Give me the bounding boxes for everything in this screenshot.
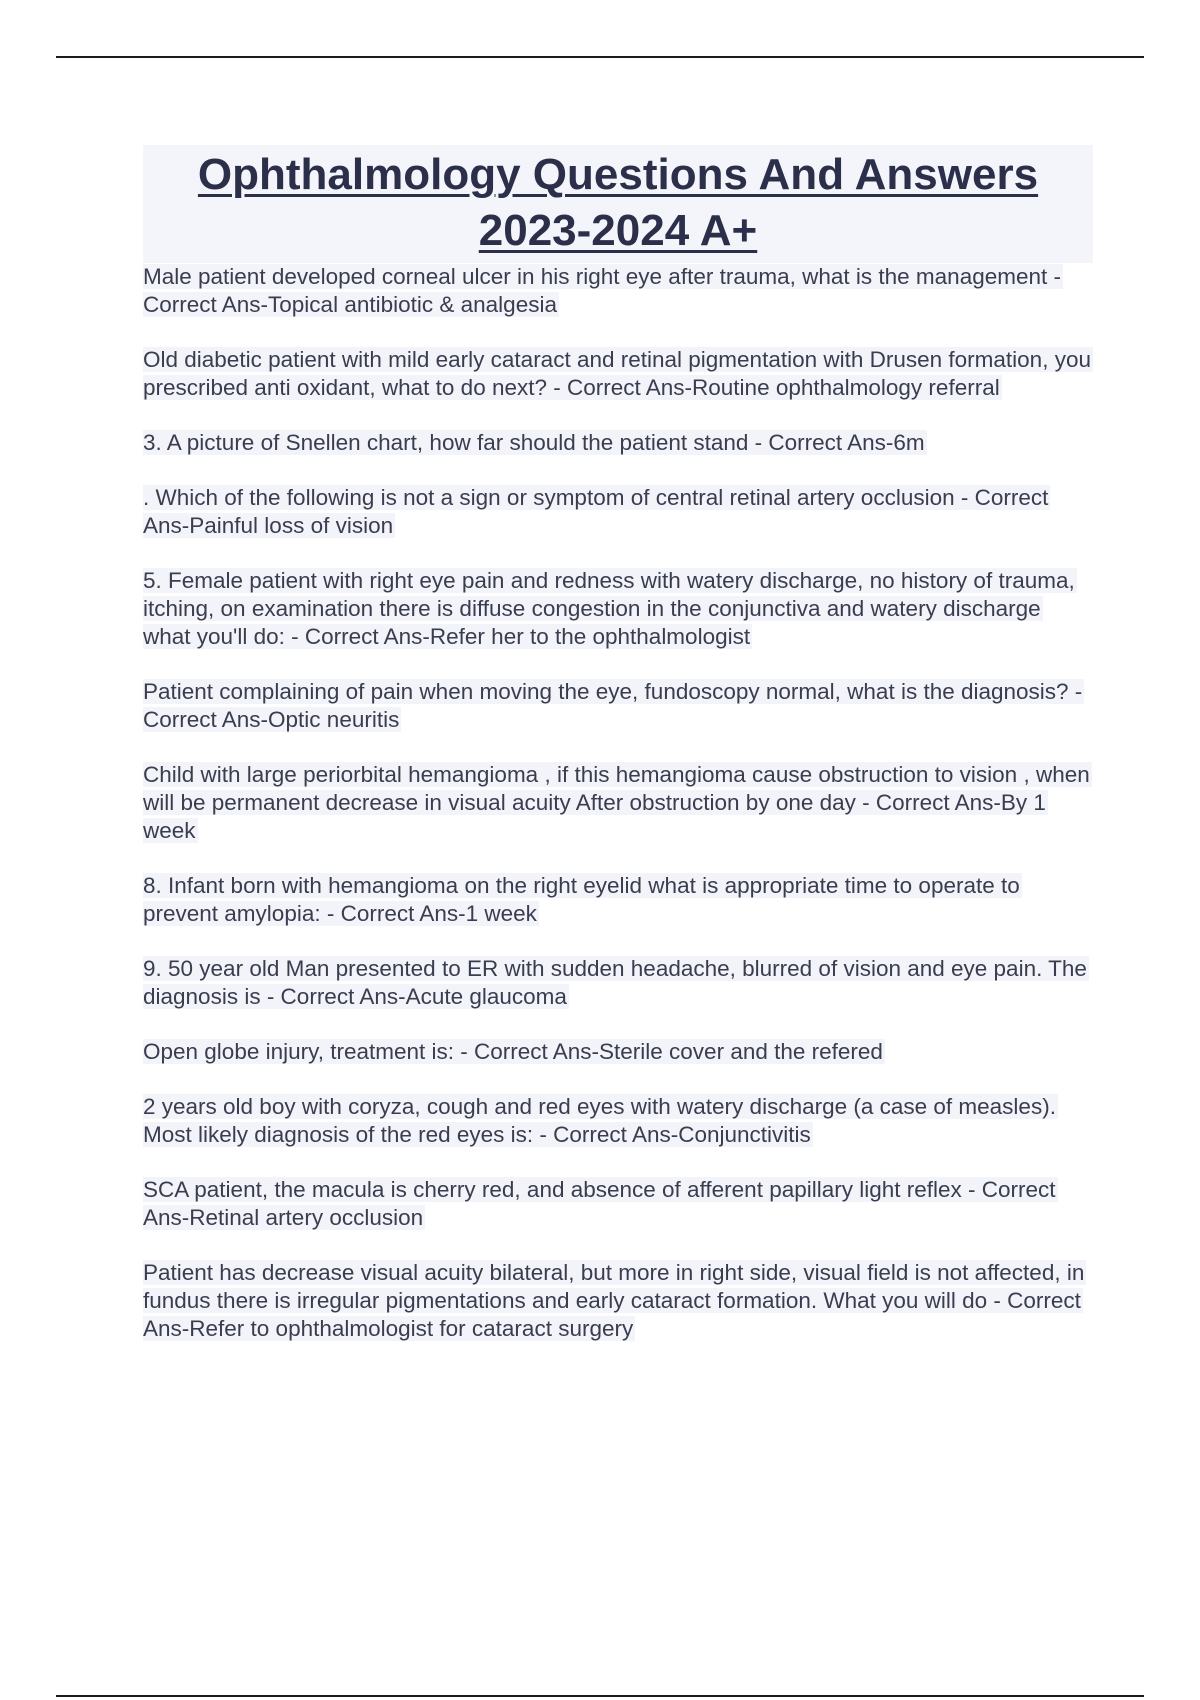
qa-item: Open globe injury, treatment is: - Correct Ans-Sterile cover and the refered <box>143 1039 883 1064</box>
qa-item: 8. Infant born with hemangioma on the right eyelid what is appropriate time to operate to prevent amylopia: - Correct Ans-1 week <box>143 873 1020 926</box>
qa-item: 3. A picture of Snellen chart, how far should the patient stand - Correct Ans-6m <box>143 430 925 455</box>
qa-item: Old diabetic patient with mild early cataract and retinal pigmentation with Drusen formation, you prescribed anti oxidant, what to do next? - Correct Ans-Routine ophthalmology referral <box>143 347 1091 400</box>
top-rule <box>56 56 1144 58</box>
title-line-2: 2023-2024 A+ <box>478 206 758 255</box>
qa-item: Male patient developed corneal ulcer in his right eye after trauma, what is the management - Correct Ans-Topical antibiotic & analgesia <box>143 264 1061 317</box>
qa-item: 2 years old boy with coryza, cough and red eyes with watery discharge (a case of measles). Most likely diagnosis of the red eyes is: - Correct Ans-Conjunctivitis <box>143 1094 1056 1147</box>
qa-item: Patient complaining of pain when moving the eye, fundoscopy normal, what is the diagnosis? - Correct Ans-Optic neuritis <box>143 679 1083 732</box>
title-line-1: Ophthalmology Questions And Answers <box>197 150 1039 199</box>
qa-item: Patient has decrease visual acuity bilateral, but more in right side, visual field is not affected, in fundus there is irregular pigmentations and early cataract formation. What you will do - Correct Ans-Refer to ophthalmologist for cataract surgery <box>143 1260 1085 1341</box>
qa-item: SCA patient, the macula is cherry red, and absence of afferent papillary light reflex - Correct Ans-Retinal artery occlusion <box>143 1177 1056 1230</box>
document-body <box>143 145 1093 1370</box>
bottom-rule <box>56 1695 1144 1697</box>
qa-item: 9. 50 year old Man presented to ER with sudden headache, blurred of vision and eye pain. The diagnosis is - Correct Ans-Acute glaucoma <box>143 956 1087 1009</box>
qa-list <box>143 263 1093 1343</box>
qa-item: Child with large periorbital hemangioma , if this hemangioma cause obstruction to vision , when will be permanent decrease in visual acuity After obstruction by one day - Correct Ans-By 1 week <box>143 762 1090 843</box>
qa-item: . Which of the following is not a sign or symptom of central retinal artery occlusion - Correct Ans-Painful loss of vision <box>143 485 1049 538</box>
qa-item: 5. Female patient with right eye pain and redness with watery discharge, no history of trauma, itching, on examination there is diffuse congestion in the conjunctiva and watery discharge what you'll do: - Correct Ans-Refer her to the ophthalmologist <box>143 568 1075 649</box>
document-title <box>143 145 1093 263</box>
